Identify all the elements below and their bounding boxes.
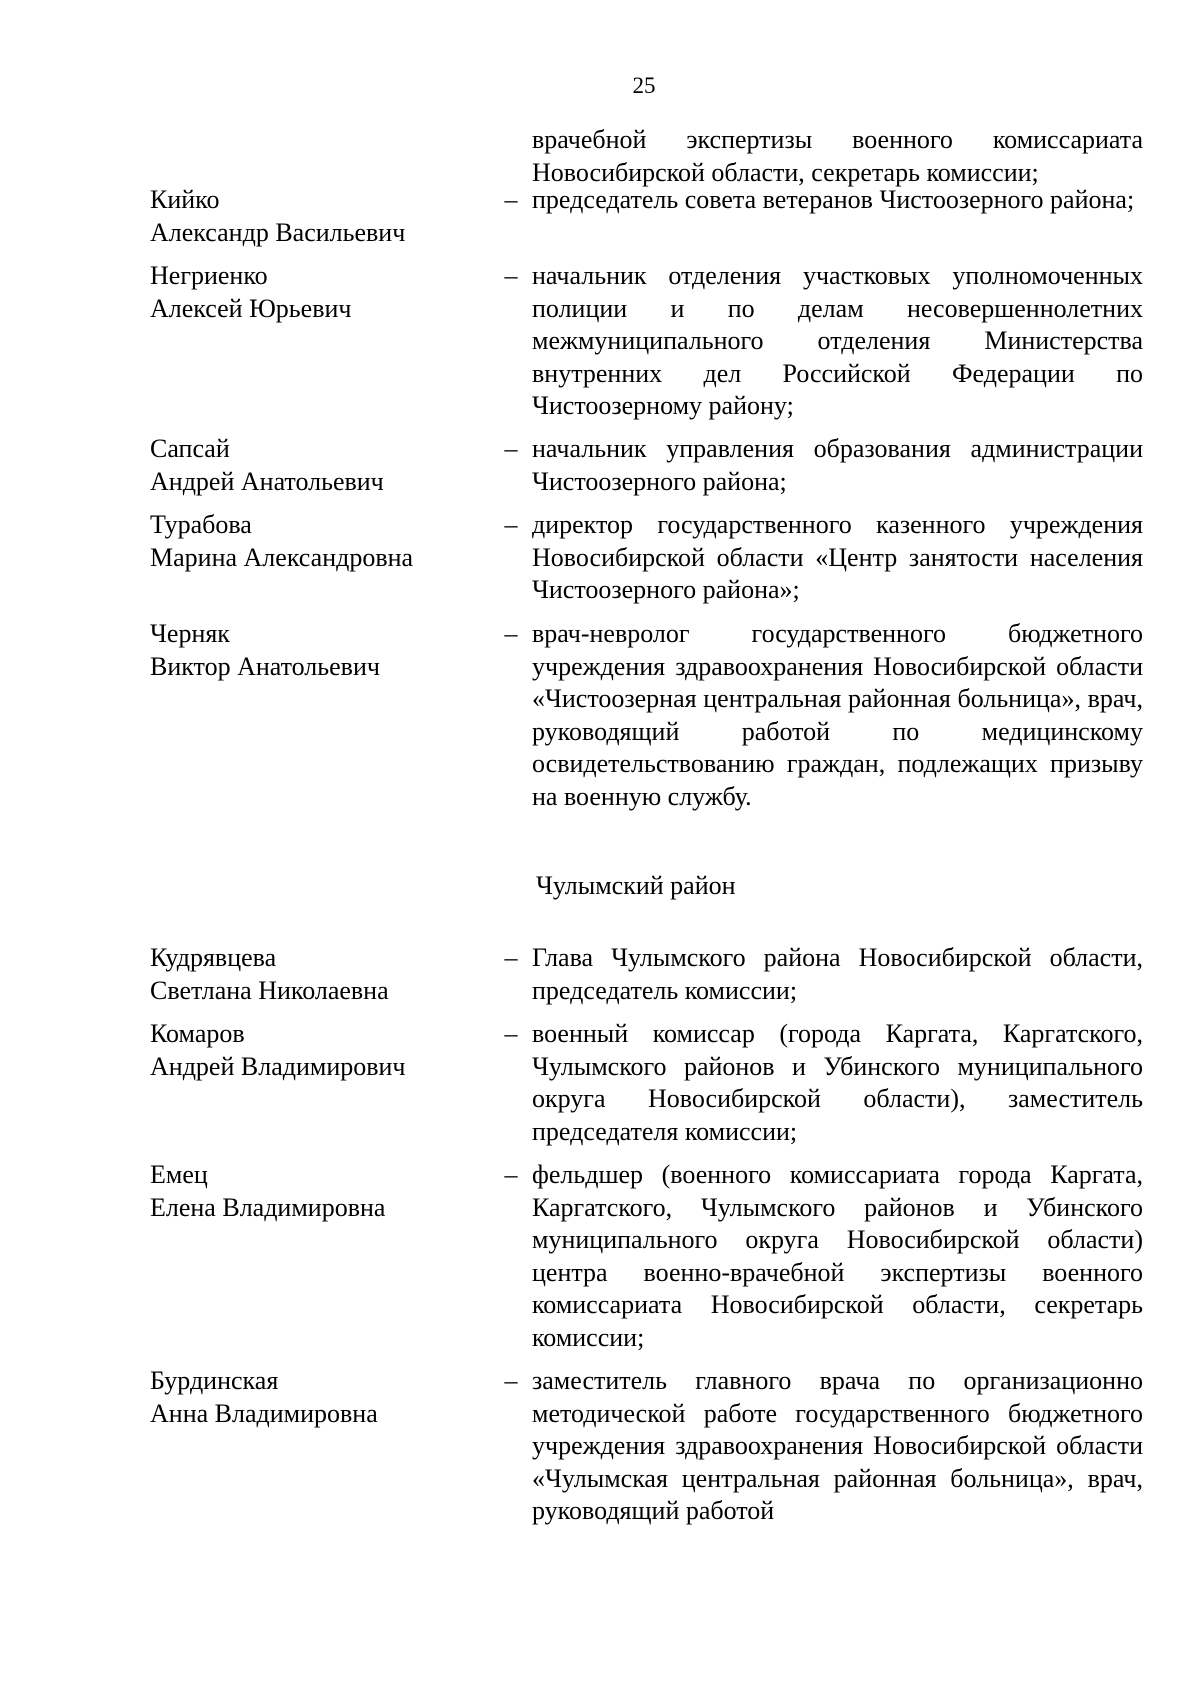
member-name [150,1018,490,1083]
page-number: 25 [632,73,656,98]
member-name [150,509,490,574]
member-position: председатель совета ветеранов Чистоозерного района; [532,185,1135,214]
member-given-name: Виктор Анатольевич [150,651,380,681]
member-position: заместитель главного врача по организационно методической работе государственного бюджетного учреждения здравоохранения Новосибирской области «Чулымская центральная районная больница», врач, руководящий работой [532,1366,1143,1525]
member-position: военный комиссар (города Каргата, Каргатского, Чулымского районов и Убинского муниципального округа Новосибирской области), заместитель председателя комиссии; [532,1019,1143,1146]
dash-separator: – [504,510,518,539]
dash-separator: – [504,619,518,648]
member-surname: Черняк [150,619,230,648]
member-position: врач-невролог государственного бюджетного учреждения здравоохранения Новосибирской области «Чистоозерная центральная районная больница», врач, руководящий работой по медицинскому освидетельствованию граждан, подлежащих призыву на военную службу. [532,619,1143,811]
dash-separator: – [504,943,518,972]
member-given-name: Светлана Николаевна [150,975,389,1005]
section-heading: Чулымский район [536,871,736,900]
member-name [150,433,490,498]
dash-separator: – [504,434,518,463]
member-surname: Бурдинская [150,1366,279,1395]
member-surname: Турабова [150,510,252,539]
member-name [150,1159,490,1224]
member-position: начальник отделения участковых уполномоченных полиции и по делам несовершеннолетних межмуниципального отделения Министерства внутренних дел Российской Федерации по Чистоозерному району; [532,261,1143,420]
member-surname: Кийко [150,185,220,214]
member-given-name: Анна Владимировна [150,1398,378,1428]
member-given-name: Андрей Анатольевич [150,466,384,496]
dash-separator: – [504,185,518,214]
member-position: фельдшер (военного комиссариата города Каргата, Каргатского, Чулымского районов и Убинского муниципального округа Новосибирской области) центра военно-врачебной экспертизы военного комиссариата Новосибирской области, секретарь комиссии; [532,1160,1143,1352]
member-name [150,184,490,249]
member-name [150,618,490,683]
member-name [150,1365,490,1430]
continuation-text: врачебной экспертизы военного комиссариата Новосибирской области, секретарь комиссии; [532,125,1143,187]
member-surname: Сапсай [150,434,230,463]
member-surname: Комаров [150,1019,245,1048]
member-given-name: Марина Александровна [150,542,414,572]
member-given-name: Елена Владимировна [150,1192,386,1222]
member-position: начальник управления образования администрации Чистоозерного района; [532,434,1143,496]
member-name [150,260,490,325]
dash-separator: – [504,1019,518,1048]
member-position: Глава Чулымского района Новосибирской области, председатель комиссии; [532,943,1143,1005]
member-given-name: Александр Васильевич [150,217,406,247]
dash-separator: – [504,261,518,290]
member-given-name: Андрей Владимирович [150,1051,406,1081]
member-surname: Емец [150,1160,208,1189]
member-surname: Кудрявцева [150,943,277,972]
member-position: директор государственного казенного учреждения Новосибирской области «Центр занятости населения Чистоозерного района»; [532,510,1143,604]
dash-separator: – [504,1366,518,1395]
member-name [150,942,490,1007]
member-given-name: Алексей Юрьевич [150,293,352,323]
member-surname: Негриенко [150,261,268,290]
dash-separator: – [504,1160,518,1189]
